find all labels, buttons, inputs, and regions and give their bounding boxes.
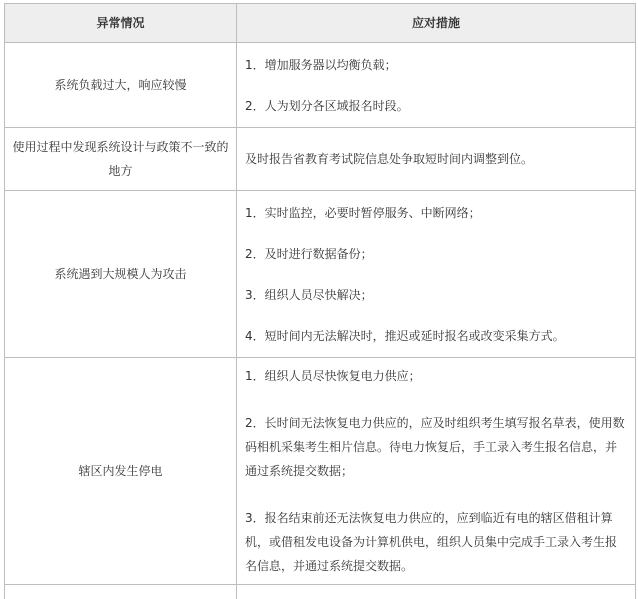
situation-cell: 使用过程中发现系统设计与政策不一致的地方 — [5, 128, 237, 191]
measure-item: 2．人为划分各区域报名时段。 — [245, 97, 627, 115]
measure-item: 及时报告省教育考试院信息处争取短时间内调整到位。 — [245, 150, 627, 168]
measure-item: 2．及时进行数据备份； — [245, 245, 627, 263]
measures-cell — [237, 43, 636, 128]
header-measures: 应对措施 — [237, 4, 636, 43]
header-situation: 异常情况 — [5, 4, 237, 43]
measure-item: 1．增加服务器以均衡负载； — [245, 56, 627, 74]
measures-cell — [237, 191, 636, 358]
situation-cell: 系统遇到大规模人为攻击 — [5, 191, 237, 358]
table-row — [5, 128, 636, 191]
table-header-row — [5, 4, 636, 43]
measures-cell — [237, 358, 636, 585]
empty-cell — [237, 585, 636, 599]
measures-cell — [237, 128, 636, 191]
empty-cell — [5, 585, 237, 599]
table-row-partial — [5, 585, 636, 599]
table-row — [5, 358, 636, 585]
measure-item: 3．组织人员尽快解决； — [245, 286, 627, 304]
table-row — [5, 191, 636, 358]
measure-item: 1．实时监控，必要时暂停服务、中断网络； — [245, 204, 627, 222]
contingency-table — [4, 3, 636, 599]
measure-item: 4．短时间内无法解决时，推迟或延时报名或改变采集方式。 — [245, 327, 627, 345]
measure-item: 3．报名结束前还无法恢复电力供应的，应到临近有电的辖区借租计算机，或借租发电设备为计算机供电，组织人员集中完成手工录入考生报名信息，并通过系统提交数据。 — [245, 506, 627, 578]
situation-cell: 辖区内发生停电 — [5, 358, 237, 585]
table-row — [5, 43, 636, 128]
situation-cell: 系统负载过大，响应较慢 — [5, 43, 237, 128]
measure-item: 2．长时间无法恢复电力供应的，应及时组织考生填写报名草表，使用数码相机采集考生相片信息。待电力恢复后，手工录入考生报名信息，并通过系统提交数据； — [245, 411, 627, 483]
measure-item: 1．组织人员尽快恢复电力供应； — [245, 364, 627, 388]
